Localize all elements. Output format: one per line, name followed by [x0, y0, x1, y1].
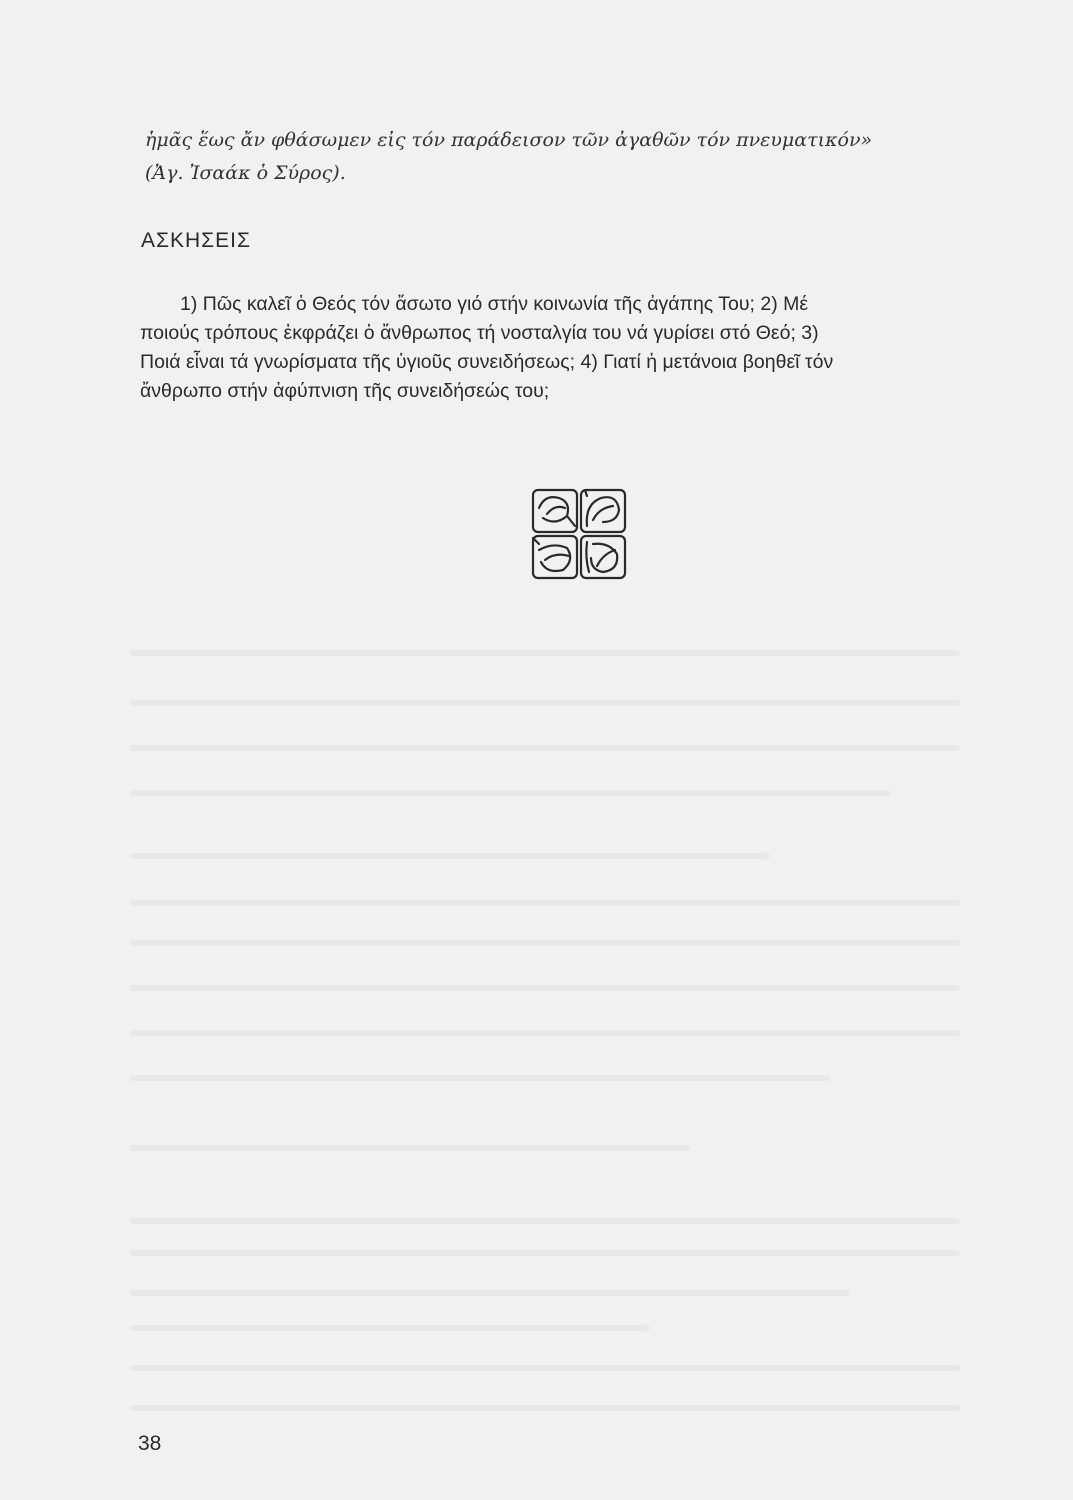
closing-quote: [145, 124, 975, 190]
page-number: 38: [138, 1432, 162, 1455]
quote-line: ἡμᾶς ἕως ἄν φθάσωμεν εἰς τόν παράδεισον τῶν ἀγαθῶν τόν πνευματικόν»: [145, 129, 873, 151]
exercise-line: 1) Πῶς καλεῖ ὁ Θεός τόν ἄσωτο γιό στήν κοινωνία τῆς ἀγάπης Του; 2) Μέ: [180, 293, 809, 315]
exercise-line: Ποιά εἶναι τά γνωρίσματα τῆς ὑγιοῦς συνειδήσεως; 4) Γιατί ἡ μετάνοια βοηθεῖ τόν: [140, 351, 834, 373]
exercises-paragraph: [140, 290, 982, 406]
fourfold-leaf-ornament-icon: [527, 486, 631, 582]
section-heading: ΑΣΚΗΣΕΙΣ: [141, 229, 251, 252]
exercise-line: ἄνθρωπο στήν ἀφύπνιση τῆς συνειδήσεώς του;: [140, 380, 550, 402]
exercise-line: ποιούς τρόπους ἐκφράζει ὁ ἄνθρωπος τή νοσταλγία του νά γυρίσει στό Θεό; 3): [140, 322, 819, 344]
quote-attribution: (Ἀγ. Ἰσαάκ ὁ Σύρος).: [145, 162, 346, 184]
